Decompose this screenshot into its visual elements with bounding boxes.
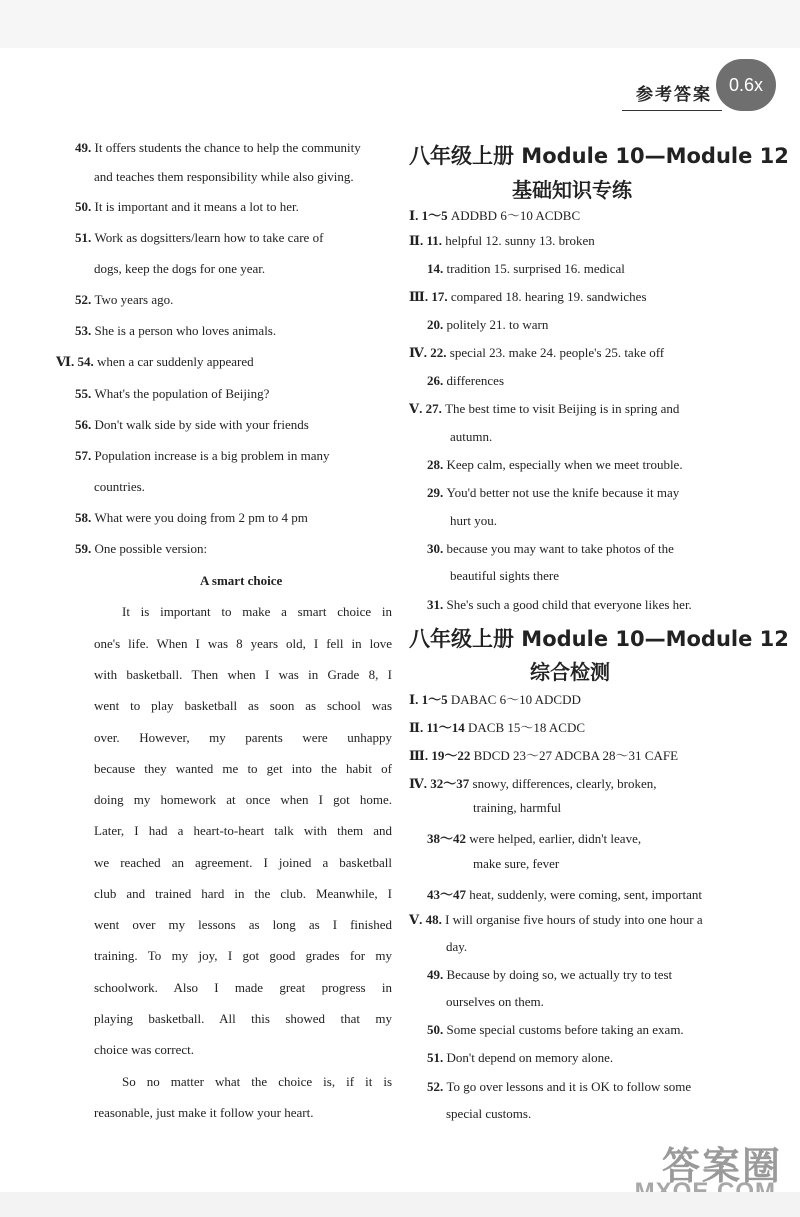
answer-text: special customs. [446,1106,532,1121]
answer-line [409,745,678,764]
answer-text: To go over lessons and it is OK to follow some [446,1079,692,1094]
answer-number: 53. [75,323,95,338]
answer-line [427,317,548,333]
answer-text: countries. [94,479,145,494]
answer-text: One possible version: [94,541,208,556]
answer-number: 52. [75,292,95,307]
answer-number: 28. [427,457,447,472]
answer-number: 14. [427,261,447,276]
answer-line [427,1050,613,1066]
answer-text: DACB 15～18 ACDC [468,720,586,735]
answer-text: Don't depend on memory alone. [446,1050,614,1065]
answer-number: 59. [75,541,95,556]
answer-text: It is important and it means a lot to her. [94,199,299,214]
answer-line [75,292,173,308]
answer-text: Two years ago. [94,292,174,307]
essay-line: Later, I had a heart-to-heart talk with them and [94,823,392,838]
answer-line [75,386,269,402]
essay-line: we reached an agreement. I joined a basketball [94,855,392,870]
answer-line [450,429,492,445]
answer-line [75,510,308,526]
answer-text: when a car suddenly appeared [96,354,254,369]
answer-line [427,373,504,389]
answer-number: 49. [427,967,447,982]
bottom-bar [0,1192,800,1217]
answer-text: helpful 12. sunny 13. broken [445,233,595,248]
answer-text: hurt you. [450,513,497,528]
zoom-indicator[interactable]: 0.6x [716,59,776,111]
answer-number: 29. [427,485,447,500]
essay-title: A smart choice [200,573,283,588]
answer-line [75,541,207,557]
answer-number: Ⅰ. 1～5 [409,208,451,223]
essay-line: because they wanted me to get into the habit of [94,761,392,776]
answer-number: Ⅰ. 1～5 [409,692,451,707]
watermark-logo: 答案圈 [661,1144,782,1188]
essay-line: one's life. When I was 8 years old, I fell in love [94,636,392,651]
answer-number: Ⅲ. 17. [409,289,451,304]
answer-number: 26. [427,373,447,388]
essay-line: playing basketball. All this showed that my [94,1011,392,1026]
answer-number: 57. [75,448,95,463]
essay-line: choice was correct. [94,1042,194,1057]
answer-number: Ⅵ. 54. [56,354,97,369]
answer-number: Ⅴ. 48. [409,912,446,927]
answer-text: The best time to visit Beijing is in spring and [445,401,680,416]
answer-number: 51. [75,230,95,245]
answer-text: snowy, differences, clearly, broken, [472,776,657,791]
answer-text: politely 21. to warn [446,317,549,332]
answer-line [427,261,625,277]
answer-line [409,773,657,792]
answer-line [427,1079,691,1095]
essay-line: club and trained hard in the club. Meanwhile, I [94,886,392,901]
answer-line [94,261,265,277]
answer-number: 56. [75,417,95,432]
answer-line [446,939,467,955]
answer-line [427,967,672,983]
answer-line [75,448,330,464]
answer-text: tradition 15. surprised 16. medical [446,261,625,276]
answer-text: differences [446,373,505,388]
answer-text: ourselves on them. [446,994,544,1009]
answer-line [427,485,679,501]
answer-number: 31. [427,597,447,612]
essay-line: over. However, my parents were unhappy [94,730,392,745]
answer-number: Ⅳ. 32～37 [409,776,473,791]
answer-number: 55. [75,386,95,401]
section1-title: 八年级上册 Module 10—Module 12 [409,144,789,168]
top-bar [0,0,800,48]
answer-number: 20. [427,317,447,332]
answer-text: were helped, earlier, didn't leave, [469,831,642,846]
essay-line: with basketball. Then when I was in Grade 8, I [94,667,392,682]
answer-text: What's the population of Beijing? [94,386,270,401]
essay-line: went over my lessons as long as I finished [94,917,392,932]
answer-text: I will organise five hours of study into one hour a [445,912,703,927]
answer-text: Population increase is a big problem in many [94,448,330,463]
answer-text: She is a person who loves animals. [94,323,277,338]
answer-text: dogs, keep the dogs for one year. [94,261,266,276]
answer-text: training, harmful [473,800,562,815]
section2-subtitle: 综合检测 [530,660,610,684]
answer-line [409,233,595,249]
answer-line [75,230,323,246]
answer-number: 30. [427,541,447,556]
section1-subtitle: 基础知识专练 [512,178,632,202]
answer-line [94,169,354,185]
answer-text: day. [446,939,468,954]
answer-line [409,205,580,224]
answer-line [427,541,674,557]
answer-number: 38～42 [427,831,470,846]
answer-text: Work as dogsitters/learn how to take care of [94,230,324,245]
answer-number: Ⅱ. 11～14 [409,720,468,735]
answer-number: Ⅴ. 27. [409,401,446,416]
answer-line [94,479,145,495]
answer-line [75,323,276,339]
answer-number: 58. [75,510,95,525]
answer-text: because you may want to take photos of the [446,541,674,556]
essay-line: training. To my joy, I got good grades for my [94,948,392,963]
answer-number: 43～47 [427,887,470,902]
answer-line [473,800,561,816]
answer-line [427,1022,684,1038]
answer-number: 51. [427,1050,447,1065]
answer-line [427,457,683,473]
essay-line: So no matter what the choice is, if it is [122,1074,392,1089]
answer-text: special 23. make 24. people's 25. take off [449,345,665,360]
answer-text: Some special customs before taking an exam. [446,1022,684,1037]
answer-text: Because by doing so, we actually try to test [446,967,673,982]
answer-text: Keep calm, especially when we meet trouble. [446,457,683,472]
answer-text: BDCD 23～27 ADCBA 28～31 CAFE [473,748,679,763]
answer-text: and teaches them responsibility while also giving. [94,169,354,184]
answer-text: autumn. [450,429,493,444]
answer-line [409,345,664,361]
answer-number: 52. [427,1079,447,1094]
answer-text: It offers students the chance to help the community [94,140,361,155]
header-divider [622,110,722,111]
answer-line [427,884,702,903]
answer-text: heat, suddenly, were coming, sent, important [469,887,703,902]
answer-line [473,856,559,872]
answer-text: She's such a good child that everyone likes her. [446,597,692,612]
answer-line [409,401,679,417]
answer-line [427,597,692,613]
essay-line: doing my homework at once when I got home. [94,792,392,807]
answer-line [450,568,559,584]
answer-text: make sure, fever [473,856,560,871]
answer-line [409,689,581,708]
answer-text: What were you doing from 2 pm to 4 pm [94,510,308,525]
answer-line [409,912,703,928]
answer-number: Ⅲ. 19～22 [409,748,474,763]
answer-line [450,513,497,529]
section2-title: 八年级上册 Module 10—Module 12 [409,627,789,651]
answer-text: beautiful sights there [450,568,560,583]
answer-line [409,289,647,305]
answer-number: Ⅱ. 11. [409,233,446,248]
answer-text: compared 18. hearing 19. sandwiches [450,289,647,304]
answer-line [56,354,254,370]
answer-line [75,140,361,156]
answer-line [446,994,544,1010]
answer-number: 49. [75,140,95,155]
answer-number: Ⅳ. 22. [409,345,450,360]
answer-number: 50. [427,1022,447,1037]
answer-line [75,199,299,215]
answer-line [75,417,309,433]
answer-line [409,717,585,736]
answer-line [427,828,641,847]
answer-text: DABAC 6～10 ADCDD [450,692,581,707]
answer-line [446,1106,531,1122]
essay-line: It is important to make a smart choice in [122,604,392,619]
page-header: 参考答案 [636,85,712,105]
answer-text: Don't walk side by side with your friends [94,417,309,432]
answer-text: You'd better not use the knife because it may [446,485,680,500]
essay-line: reasonable, just make it follow your heart. [94,1105,314,1120]
essay-line: went to play basketball as soon as school was [94,698,392,713]
answer-number: 50. [75,199,95,214]
essay-line: schoolwork. Also I made great progress in [94,980,392,995]
answer-text: ADDBD 6～10 ACDBC [450,208,581,223]
